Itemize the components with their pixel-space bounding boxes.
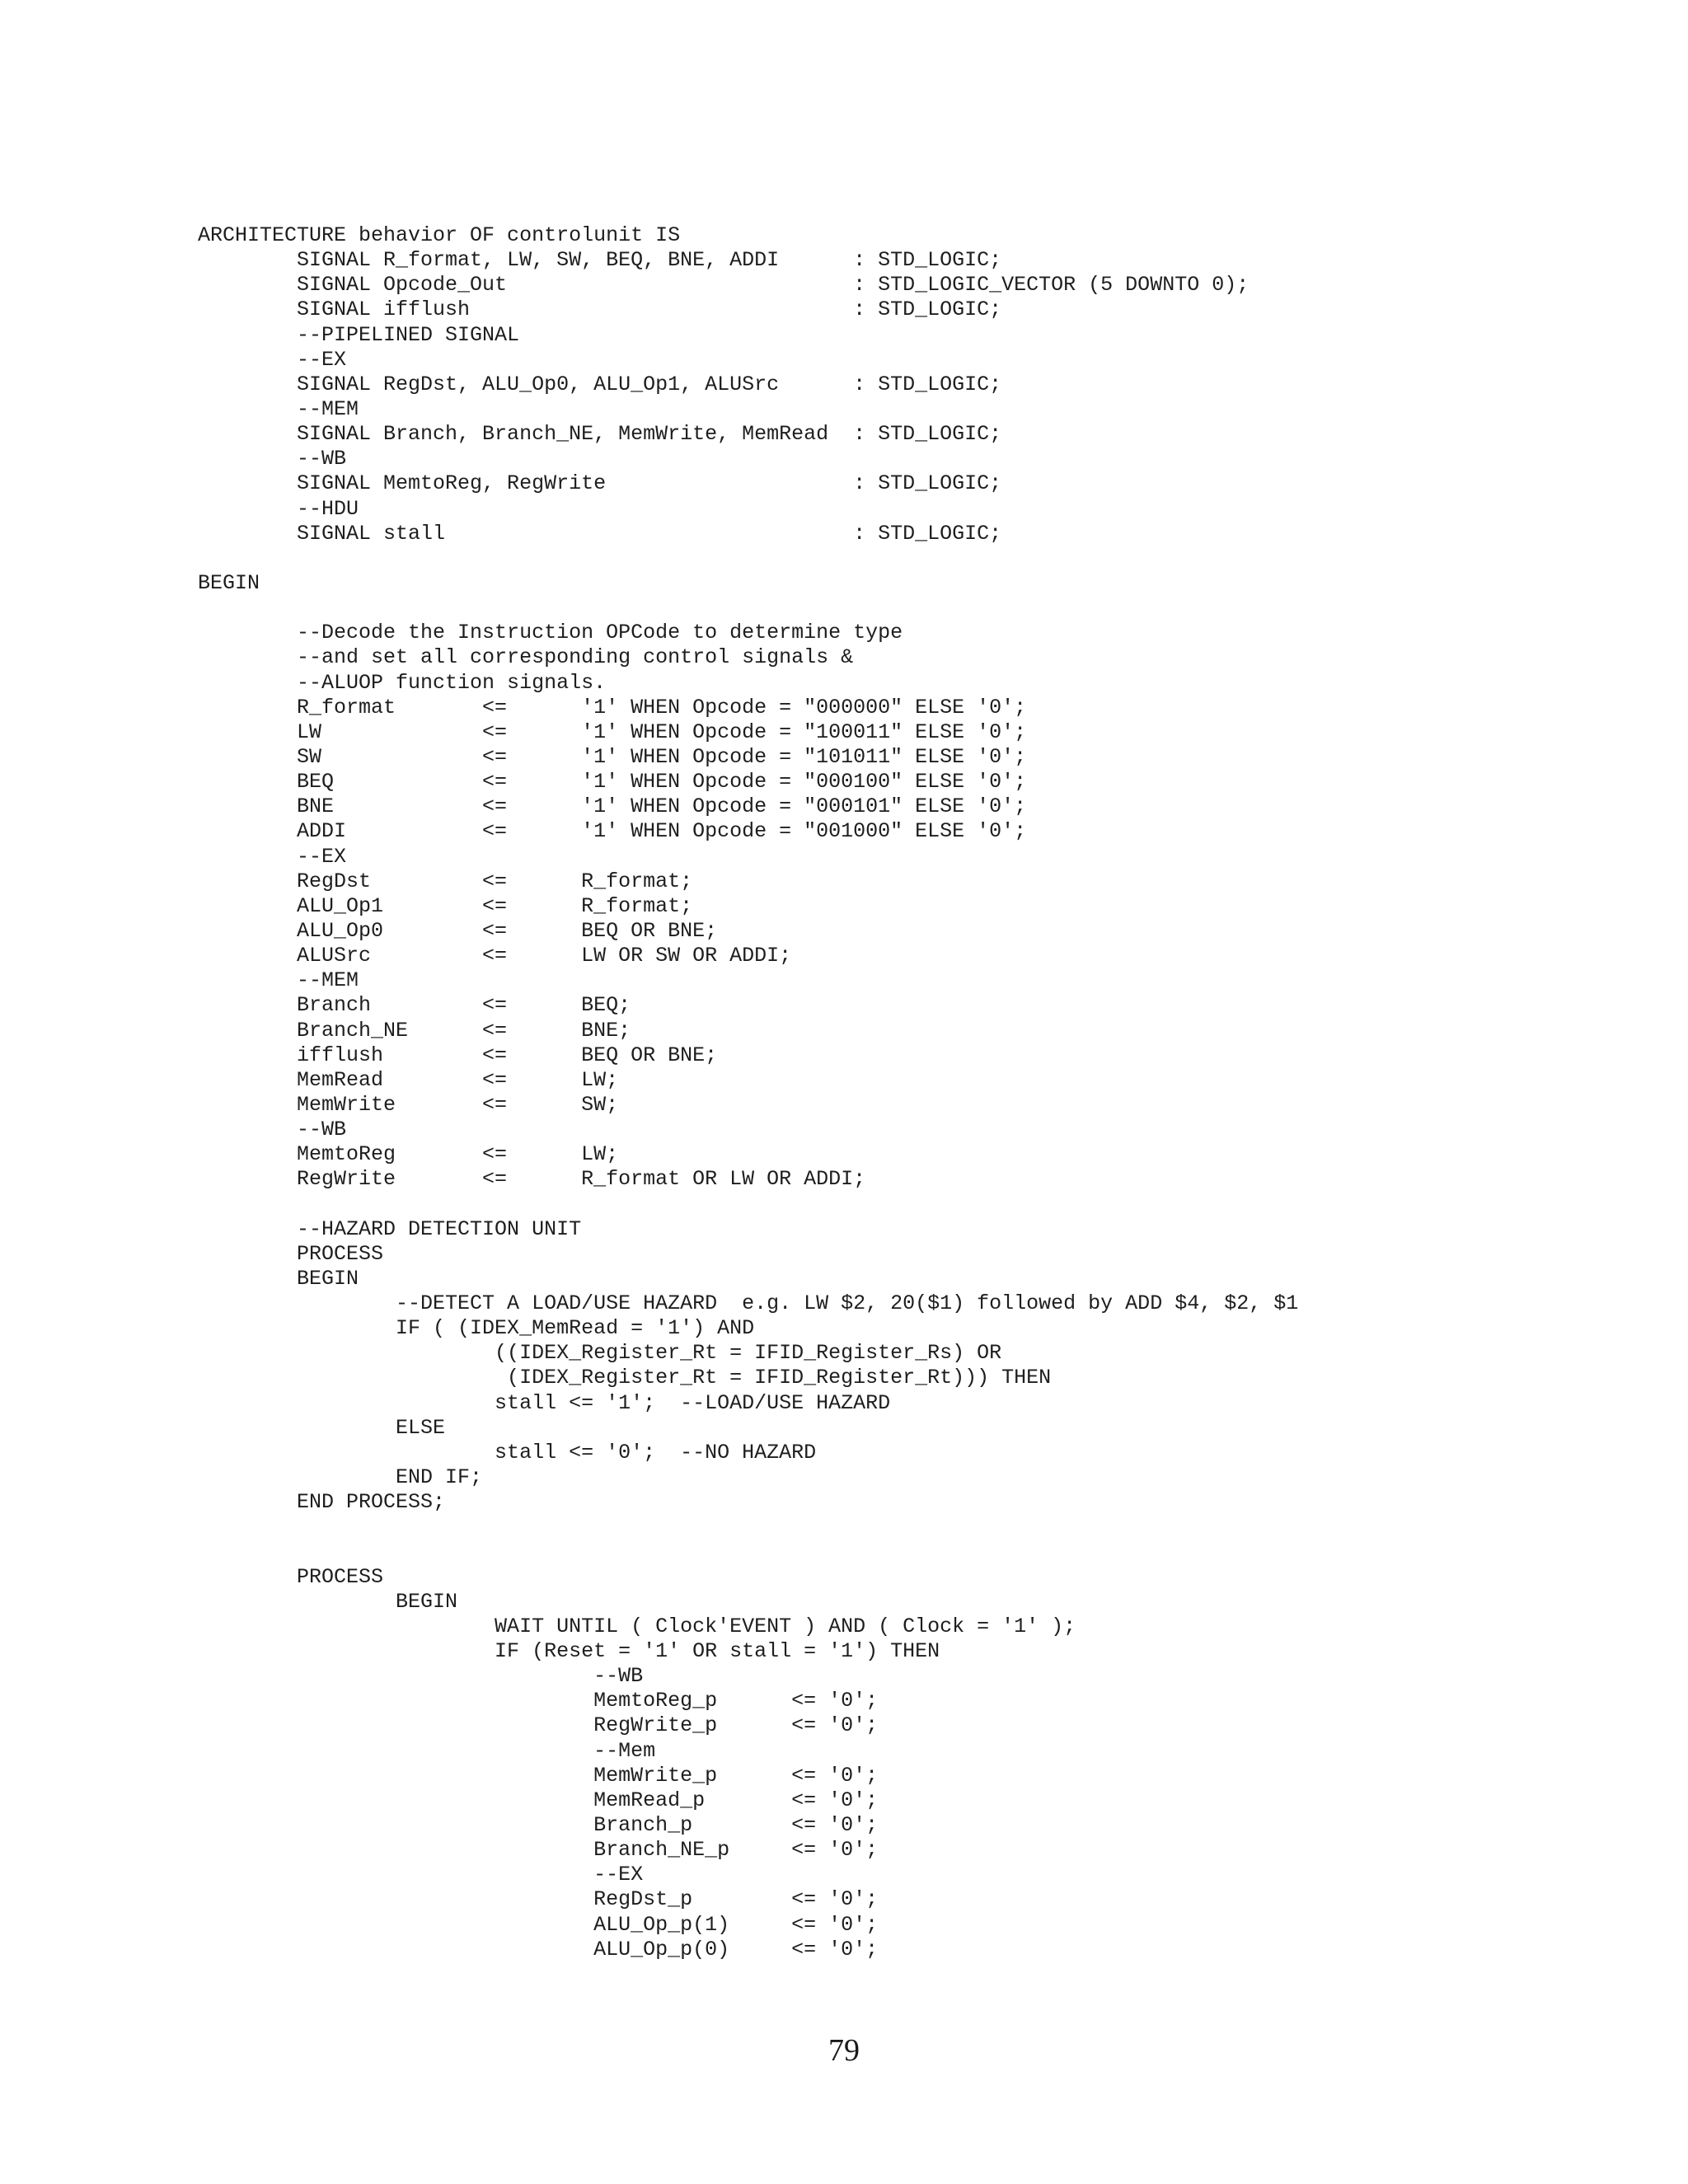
code-line: ADDI <= '1' WHEN Opcode = "001000" ELSE '0'; bbox=[198, 819, 1027, 844]
code-line: RegDst <= R_format; bbox=[198, 869, 693, 893]
code-line: BNE <= '1' WHEN Opcode = "000101" ELSE '0'; bbox=[198, 794, 1027, 819]
code-line: stall <= '1'; --LOAD/USE HAZARD bbox=[198, 1390, 891, 1415]
page-number: 79 bbox=[828, 2033, 860, 2068]
code-line: --EX bbox=[198, 1863, 644, 1887]
code-line: ARCHITECTURE behavior OF controlunit IS bbox=[198, 223, 681, 247]
code-line: --and set all corresponding control signals & bbox=[198, 645, 854, 670]
code-line: RegWrite_p <= '0'; bbox=[198, 1713, 879, 1738]
code-line: --EX bbox=[198, 844, 347, 869]
code-line: ALU_Op_p(0) <= '0'; bbox=[198, 1937, 879, 1961]
code-line bbox=[198, 1515, 1298, 1540]
code-line: ((IDEX_Register_Rt = IFID_Register_Rs) OR bbox=[198, 1341, 1002, 1366]
code-line: --ALUOP function signals. bbox=[198, 670, 607, 695]
code-line: ifflush <= BEQ OR BNE; bbox=[198, 1043, 718, 1067]
code-line: --WB bbox=[198, 447, 347, 471]
code-line: ALU_Op1 <= R_format; bbox=[198, 893, 693, 918]
code-line: SIGNAL R_format, LW, SW, BEQ, BNE, ADDI : STD_LOGIC; bbox=[198, 248, 1002, 273]
code-line: MemtoReg_p <= '0'; bbox=[198, 1689, 879, 1713]
code-line: BEGIN bbox=[198, 1589, 458, 1614]
code-line bbox=[198, 596, 1298, 621]
code-line: ELSE bbox=[198, 1415, 446, 1440]
code-line: MemRead <= LW; bbox=[198, 1067, 619, 1092]
code-line: RegDst_p <= '0'; bbox=[198, 1887, 879, 1912]
code-line: BEGIN bbox=[198, 570, 260, 595]
code-line: BEGIN bbox=[198, 1266, 359, 1291]
code-line: --WB bbox=[198, 1664, 644, 1689]
code-line: --PIPELINED SIGNAL bbox=[198, 322, 520, 347]
code-line: PROCESS bbox=[198, 1564, 384, 1589]
code-line: PROCESS bbox=[198, 1241, 384, 1266]
code-line: SIGNAL RegDst, ALU_Op0, ALU_Op1, ALUSrc : STD_LOGIC; bbox=[198, 372, 1002, 396]
code-line: Branch_NE_p <= '0'; bbox=[198, 1838, 879, 1863]
code-line: END PROCESS; bbox=[198, 1490, 446, 1515]
code-line bbox=[198, 546, 1298, 571]
code-line: SIGNAL Opcode_Out : STD_LOGIC_VECTOR (5 DOWNTO 0); bbox=[198, 273, 1250, 298]
vhdl-code-listing bbox=[198, 223, 1298, 1962]
code-line: --MEM bbox=[198, 968, 359, 993]
code-line: SIGNAL MemtoReg, RegWrite : STD_LOGIC; bbox=[198, 471, 1002, 496]
code-line: WAIT UNTIL ( Clock'EVENT ) AND ( Clock = '1' ); bbox=[198, 1614, 1076, 1638]
code-line: RegWrite <= R_format OR LW OR ADDI; bbox=[198, 1167, 866, 1192]
code-line bbox=[198, 1192, 1298, 1216]
code-line: --DETECT A LOAD/USE HAZARD e.g. LW $2, 20($1) followed by ADD $4, $2, $1 bbox=[198, 1291, 1299, 1316]
code-line: --WB bbox=[198, 1118, 347, 1142]
code-line: Branch <= BEQ; bbox=[198, 993, 631, 1018]
code-line bbox=[198, 1540, 1298, 1564]
code-line: --EX bbox=[198, 347, 347, 372]
code-line: --HAZARD DETECTION UNIT bbox=[198, 1216, 582, 1241]
code-line: Branch_NE <= BNE; bbox=[198, 1018, 631, 1043]
code-line: stall <= '0'; --NO HAZARD bbox=[198, 1440, 817, 1465]
code-line: LW <= '1' WHEN Opcode = "100011" ELSE '0'; bbox=[198, 719, 1027, 744]
code-line: Branch_p <= '0'; bbox=[198, 1813, 879, 1837]
code-line: --MEM bbox=[198, 396, 359, 421]
code-line: ALU_Op_p(1) <= '0'; bbox=[198, 1912, 879, 1937]
code-line: IF (Reset = '1' OR stall = '1') THEN bbox=[198, 1639, 940, 1664]
code-line: SIGNAL Branch, Branch_NE, MemWrite, MemRead : STD_LOGIC; bbox=[198, 422, 1002, 447]
code-line: SW <= '1' WHEN Opcode = "101011" ELSE '0'; bbox=[198, 744, 1027, 769]
code-line: MemRead_p <= '0'; bbox=[198, 1788, 879, 1812]
code-line: MemtoReg <= LW; bbox=[198, 1142, 619, 1167]
code-line: SIGNAL stall : STD_LOGIC; bbox=[198, 521, 1002, 546]
code-line: R_format <= '1' WHEN Opcode = "000000" ELSE '0'; bbox=[198, 695, 1027, 719]
code-line: --Decode the Instruction OPCode to determine type bbox=[198, 621, 903, 645]
code-line: --HDU bbox=[198, 496, 359, 521]
code-line: MemWrite <= SW; bbox=[198, 1092, 619, 1117]
code-line: (IDEX_Register_Rt = IFID_Register_Rt))) THEN bbox=[198, 1366, 1052, 1390]
code-line: BEQ <= '1' WHEN Opcode = "000100" ELSE '0'; bbox=[198, 770, 1027, 794]
code-line: SIGNAL ifflush : STD_LOGIC; bbox=[198, 298, 1002, 322]
code-line: MemWrite_p <= '0'; bbox=[198, 1763, 879, 1788]
code-line: --Mem bbox=[198, 1738, 656, 1763]
code-line: END IF; bbox=[198, 1465, 483, 1490]
code-line: IF ( (IDEX_MemRead = '1') AND bbox=[198, 1316, 755, 1341]
code-line: ALU_Op0 <= BEQ OR BNE; bbox=[198, 918, 718, 943]
code-line: ALUSrc <= LW OR SW OR ADDI; bbox=[198, 944, 792, 968]
